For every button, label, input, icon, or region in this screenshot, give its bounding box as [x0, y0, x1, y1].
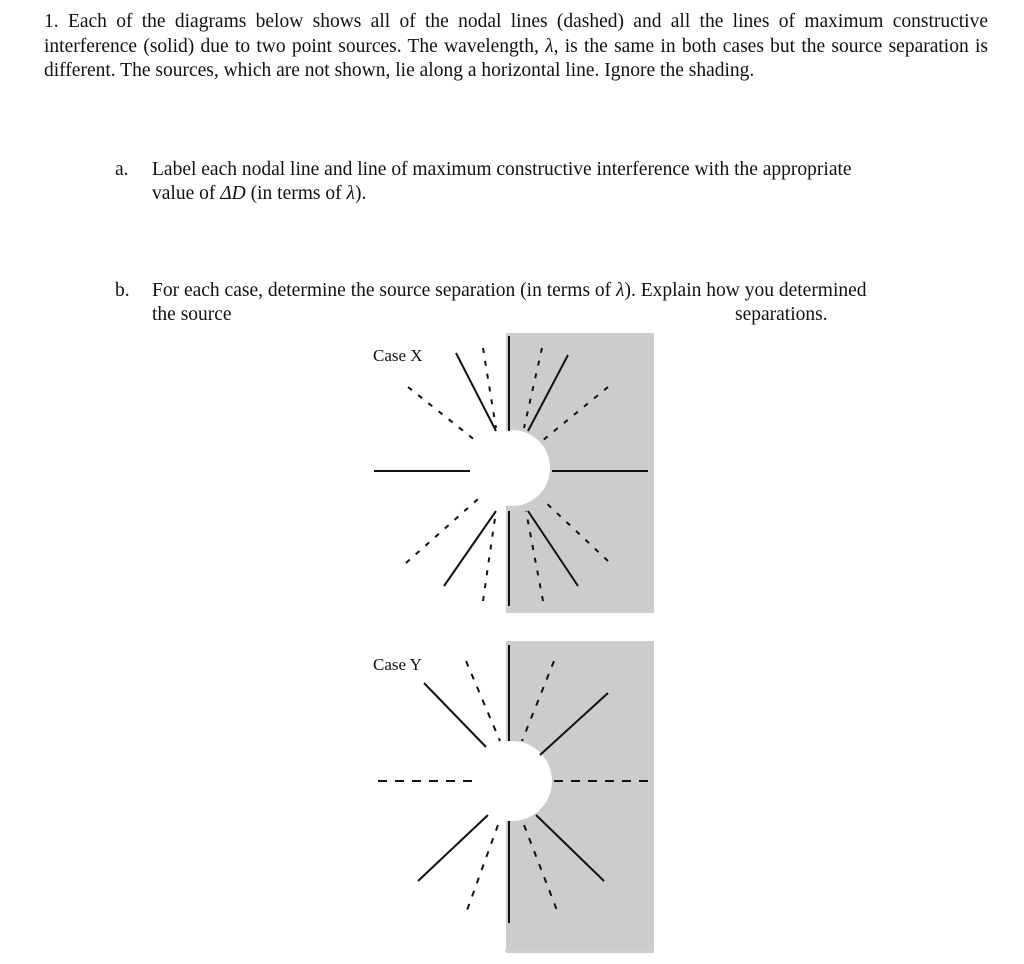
constructive-line	[456, 353, 496, 431]
question-number: 1.	[44, 11, 59, 32]
diagram-case-x	[346, 303, 710, 613]
constructive-line	[418, 815, 488, 881]
nodal-line	[466, 661, 500, 741]
diagram-case-y	[346, 613, 710, 953]
part-b-line-2-right: separations.	[735, 304, 828, 325]
figure-case-y	[346, 613, 710, 953]
part-b-label: b.	[115, 280, 130, 301]
figure-case-x	[346, 303, 710, 613]
question-text-suffix: , is the same in both cases but the source separation is different. The sources, which are not shown, lie along a horizontal line. Ignore the shading.	[44, 35, 988, 82]
constructive-line	[424, 683, 486, 747]
center-blank	[474, 430, 550, 506]
nodal-line	[408, 387, 476, 441]
case-label: Case Y	[373, 655, 422, 674]
case-label: Case X	[373, 346, 423, 365]
constructive-line	[444, 511, 496, 586]
part-b-line-2-left: the source	[152, 304, 232, 325]
delta-d-symbol: ΔD	[220, 183, 246, 204]
question-1-text	[44, 10, 988, 84]
nodal-line	[483, 511, 496, 601]
part-b-line-1: For each case, determine the source separation (in terms of λ). Explain how you determined	[152, 280, 867, 301]
center-blank	[472, 741, 552, 821]
lambda-symbol: λ	[346, 183, 355, 204]
lambda-symbol: λ	[616, 280, 625, 301]
part-a-text	[152, 158, 852, 206]
nodal-line	[466, 825, 498, 913]
lambda-symbol: λ	[545, 35, 554, 57]
next-figure-edge	[505, 950, 653, 952]
part-a-line-2: value of ΔD (in terms of λ).	[152, 183, 367, 204]
part-a-label: a.	[115, 159, 129, 180]
question-text-prefix: Each of the diagrams below shows all of the nodal lines (dashed) and all the lines of maximum constructive interference (solid) due to two point sources. The wavelength,	[44, 11, 989, 57]
part-a-line-1: Label each nodal line and line of maximum constructive interference with the appropriate	[152, 159, 852, 180]
nodal-line	[483, 348, 496, 428]
